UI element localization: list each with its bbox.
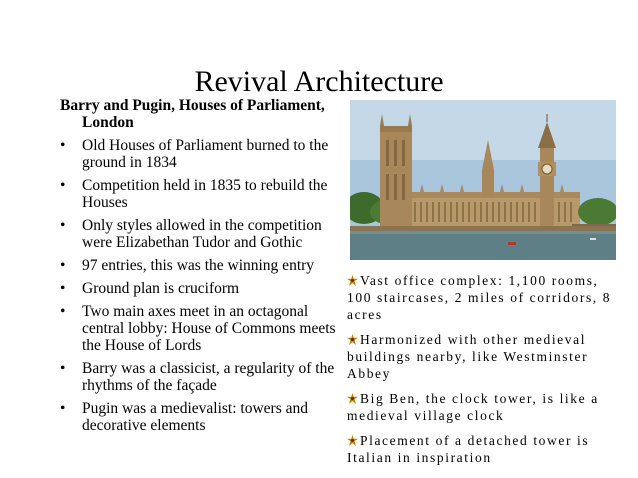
bullet-marker: • <box>60 303 66 320</box>
bullet-marker: • <box>60 217 66 234</box>
bullet-marker: • <box>60 280 66 297</box>
bullet-text: 97 entries, this was the winning entry <box>82 257 315 274</box>
bullet-marker: • <box>60 400 66 417</box>
bullet-item <box>60 217 350 251</box>
side-notes <box>347 272 617 474</box>
bullet-text: Pugin was a medievalist: towers and decorative elements <box>82 400 308 434</box>
bullet-marker: • <box>60 360 66 377</box>
ornament-star-icon <box>347 393 358 404</box>
left-column <box>60 97 350 440</box>
ornament-star-icon <box>347 435 358 446</box>
photo-illustration <box>350 100 616 260</box>
bullet-text: Two main axes meet in an octagonal central lobby: House of Commons meets the House of Lords <box>82 303 336 354</box>
side-note <box>347 390 617 424</box>
bullet-item <box>60 303 350 354</box>
bullet-item <box>60 177 350 211</box>
bullet-item <box>60 137 350 171</box>
bullet-text: Barry was a classicist, a regularity of the rhythms of the façade <box>82 360 335 394</box>
ornament-star-icon <box>347 275 358 286</box>
bullet-text: Ground plan is cruciform <box>82 280 240 297</box>
bullet-marker: • <box>60 137 66 154</box>
bullet-text: Only styles allowed in the competition were Elizabethan Tudor and Gothic <box>82 217 322 251</box>
bullet-item <box>60 280 350 297</box>
slide-title: Revival Architecture <box>194 65 444 98</box>
bullet-marker: • <box>60 257 66 274</box>
bullet-marker: • <box>60 177 66 194</box>
houses-of-parliament-photo <box>350 100 616 260</box>
bullet-list <box>60 137 350 434</box>
bullet-text: Competition held in 1835 to rebuild the Houses <box>82 177 328 211</box>
slide-subtitle: Barry and Pugin, Houses of Parliament, London <box>60 97 325 131</box>
side-note-text: Big Ben, the clock tower, is like a medieval village clock <box>347 391 599 423</box>
bullet-text: Old Houses of Parliament burned to the ground in 1834 <box>82 137 329 171</box>
bullet-item <box>60 400 350 434</box>
side-note <box>347 272 617 323</box>
side-note <box>347 432 617 466</box>
side-note-text: Placement of a detached tower is Italian in inspiration <box>347 433 590 465</box>
bullet-item <box>60 257 350 274</box>
side-note <box>347 331 617 382</box>
bullet-item <box>60 360 350 394</box>
side-note-text: Vast office complex: 1,100 rooms, 100 staircases, 2 miles of corridors, 8 acres <box>347 273 612 322</box>
side-note-text: Harmonized with other medieval buildings nearby, like Westminster Abbey <box>347 332 589 381</box>
ornament-star-icon <box>347 334 358 345</box>
